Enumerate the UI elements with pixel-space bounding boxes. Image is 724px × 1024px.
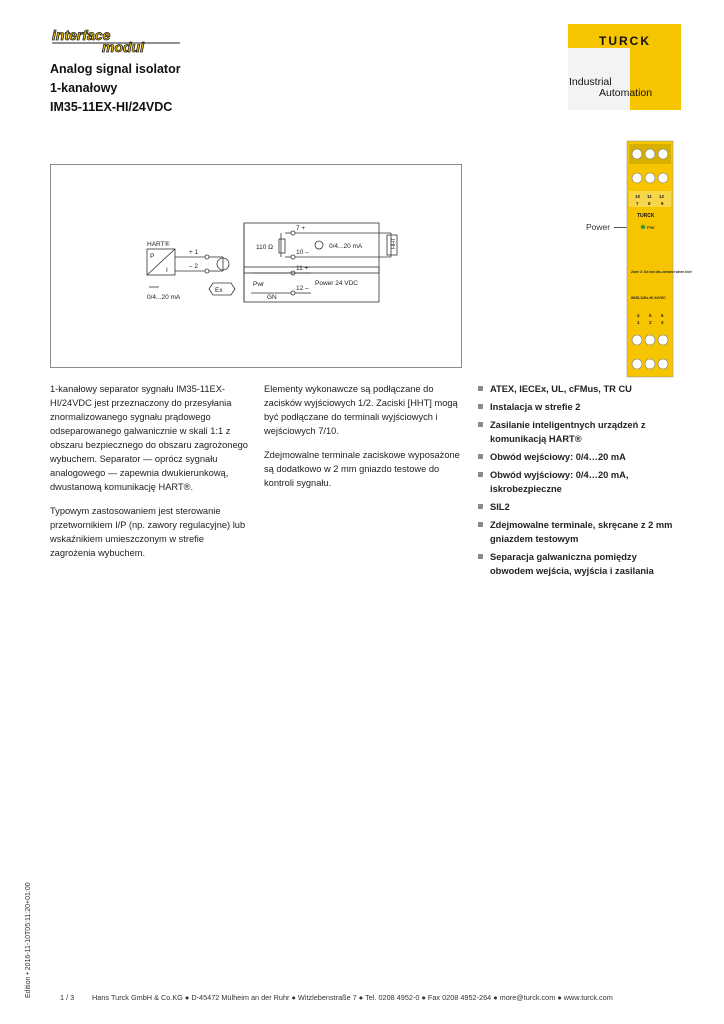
bullet-square-icon [478, 454, 483, 459]
device-model: IM35-11Ex-Hi 24VDC [631, 296, 666, 300]
device-term-10: 10 [635, 194, 641, 199]
output-signal-label: 0/4...20 mA [329, 243, 363, 250]
terminal-2 [205, 269, 209, 273]
description-column-2 [264, 382, 464, 500]
wiring-diagram-svg [51, 165, 461, 367]
terminal-1 [205, 255, 209, 259]
bullet-square-icon [478, 422, 483, 427]
bullet-square-icon [478, 404, 483, 409]
terminal-12 [291, 291, 295, 295]
title-line-3: IM35-11EX-HI/24VDC [50, 100, 173, 114]
device-term-12: 12 [659, 194, 665, 199]
page-title [50, 60, 181, 117]
title-line-2: 1-kanałowy [50, 81, 118, 95]
company-contact: Hans Turck GmbH & Co.KG ● D-45472 Mülheim an der Ruhr ● Witzlebenstraße 7 ● Tel. 0208 4952-0 ● Fax 0208 4952-264 ● more@turck.com ● www.turck.com [92, 993, 613, 1002]
terminal-12-label: 12 – [296, 285, 309, 292]
device-term-4: 4 [637, 313, 640, 318]
device-illustration [627, 141, 693, 377]
bullet-square-icon [478, 504, 483, 509]
terminal-7-label: 7 + [296, 225, 306, 232]
industrial-label: Industrial [569, 76, 612, 88]
hht-label: HHT [391, 237, 397, 249]
description-paragraph-2: Typowym zastosowaniem jest sterowanie przetwornikiem I/P (np. zawory regulacyjne) lub wskaźnikiem umieszczonym w strefie zagrożenia wybuchem. [50, 506, 246, 558]
device-pwr-led [641, 225, 645, 229]
device-term-1: 1 [637, 320, 640, 325]
bullet-square-icon [478, 472, 483, 477]
gn-label: GN [267, 294, 277, 301]
device-term-6: 6 [661, 313, 664, 318]
i-label: I [166, 267, 168, 274]
edition-stamp: Edition • 2016-11-10T05:11:20+01:00 [25, 882, 32, 998]
device-power-callout: Power [586, 222, 611, 232]
term-plus-1: + 1 [189, 249, 199, 256]
wiring-diagram [50, 164, 462, 368]
output-source-icon [315, 241, 323, 249]
pwr-label: Pwr [253, 281, 265, 288]
page-footer [60, 993, 613, 1002]
turck-logo: TURCK [599, 34, 651, 48]
device-term-5: 5 [649, 313, 652, 318]
resistor-110 [279, 239, 285, 253]
device-term-8: 8 [648, 201, 651, 206]
hart-label: HART® [147, 241, 170, 248]
input-signal-label: 0/4...20 mA [147, 294, 181, 301]
device-term-11: 11 [647, 194, 652, 199]
feature-item: Zasilanie inteligentnych urządzeń z komunikacją HART® [478, 418, 678, 446]
feature-list [478, 382, 678, 582]
power-supply-label: Power 24 VDC [315, 280, 358, 287]
interface-modul-logo [50, 28, 184, 54]
title-line-1: Analog signal isolator [50, 62, 181, 76]
description-paragraph-4: Zdejmowalne terminale zaciskowe wyposażone są dodatkowo w 2 mm gniazdo testowe do kontroli sygnału. [264, 450, 460, 488]
description-column-1 [50, 382, 250, 570]
feature-item: Separacja galwaniczna pomiędzy obwodem wejścia, wyjścia i zasilania [478, 550, 678, 578]
feature-item: Instalacja w strefie 2 [478, 400, 678, 414]
logo-text-top: interface [52, 27, 111, 43]
device-warning: Zone 2: Do not dis-connect when live! [631, 270, 693, 274]
terminal-11-label: 11 + [296, 265, 309, 272]
feature-item: SIL2 [478, 500, 678, 514]
resistor-label: 110 Ω [256, 244, 274, 251]
automation-label: Automation [599, 87, 653, 99]
device-term-9: 9 [661, 201, 664, 206]
term-minus-2: – 2 [189, 263, 199, 270]
bullet-square-icon [478, 386, 483, 391]
device-term-7: 7 [636, 201, 639, 206]
feature-item: Obwód wejściowy: 0/4…20 mA [478, 450, 678, 464]
device-brand: TURCK [637, 213, 655, 219]
device-term-3: 3 [661, 320, 664, 325]
feature-item: Zdejmowalne terminale, skręcane z 2 mm gniazdem testowym [478, 518, 678, 546]
feature-item: Obwód wyjściowy: 0/4…20 mA, iskrobezpieczne [478, 468, 678, 496]
bullet-square-icon [478, 522, 483, 527]
bullet-square-icon [478, 554, 483, 559]
device-pwr-label: Pwr [647, 225, 655, 230]
terminal-10 [291, 255, 295, 259]
terminal-10-label: 10 – [296, 249, 309, 256]
logo-text-bottom: modul [102, 39, 144, 55]
page-number: 1 / 3 [60, 993, 75, 1002]
turck-brand-side [630, 48, 681, 110]
p-label: P [150, 253, 155, 260]
power-section-box [244, 267, 379, 302]
ex-label: Ex [215, 287, 223, 294]
description-paragraph-1: 1-kanałowy separator sygnału IM35-11EX-HI/24VDC jest przeznaczony do przesyłania znormalizowanego sygnału prądowego odseparowanego galwanicznie w skali 1:1 z obszaru bezpiecznego do obszaru zagrożonego wybuchem. Separator — oprócz sygnału analogowego — zapewnia dwukierunkową, dwustanową komunikację HART®. [50, 384, 248, 492]
feature-item: ATEX, IECEx, UL, cFMus, TR CU [478, 382, 678, 396]
device-term-2: 2 [649, 320, 652, 325]
terminal-7 [291, 231, 295, 235]
description-paragraph-3: Elementy wykonawcze są podłączane do zacisków wyjściowych 1/2. Zaciski [HHT] mogą być podłączane do terminali wyjściowych i wejściowych 7/10. [264, 384, 458, 436]
